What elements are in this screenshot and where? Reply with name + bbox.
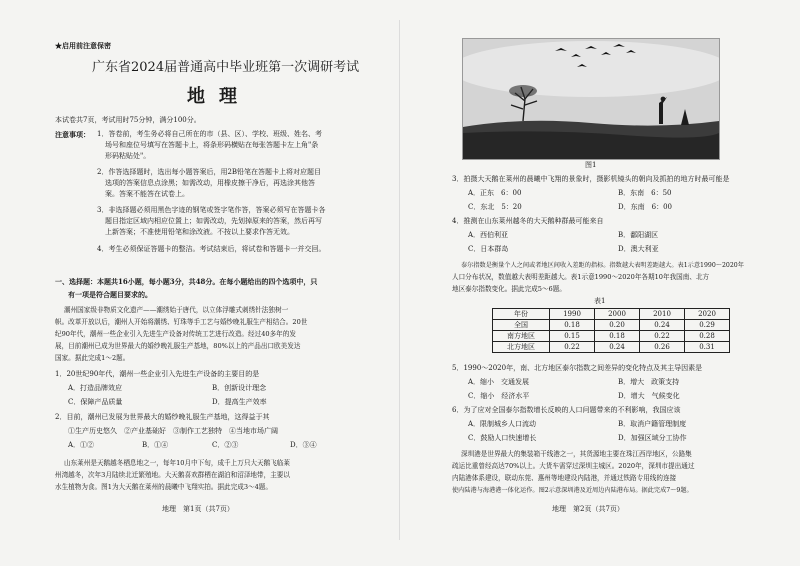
table-header-cell: 年份 — [493, 309, 550, 320]
option: D．③④ — [290, 441, 317, 449]
passage-line: 山东莱州是天鹅越冬栖息地之一，每年10月中下旬，成千上万只大天鹅飞临莱 — [64, 459, 290, 467]
option: B．增大 政策支持 — [618, 378, 680, 386]
table-cell: 0.22 — [550, 342, 595, 353]
notice-label: 注意事项： — [55, 130, 90, 139]
notice-line: 4．考生必须保证答题卡的整洁。考试结束后，将试卷和答题卡一并交回。 — [97, 245, 326, 253]
table-cell: 0.29 — [685, 320, 730, 331]
question-6: 6．为了应对全国泰尔指数增长反映的人口问题带来的不利影响，我国应该 — [452, 406, 681, 414]
option: C．保障产品质量 — [68, 398, 123, 406]
notice-line: 场号和座位号填写在答题卡上，将条形码横贴在每张答题卡左上角"条 — [105, 141, 319, 149]
passage-line: 州湾越冬，次年3月陆续北迁繁殖地。大天鹅喜欢群栖在湖泊和沼泽地带，主要以 — [55, 471, 290, 479]
passage-line: 使内陆港与海港港一体化运作。图2示意深圳港及近周边内陆港布局。据此完成7～9题。 — [452, 487, 693, 494]
option: A．打造品牌效应 — [68, 384, 123, 392]
table-cell: 0.18 — [595, 331, 640, 342]
table-title: 表1 — [594, 297, 606, 305]
option: C．鼓励人口快速增长 — [468, 434, 537, 442]
notice-line: 上新答案；不准使用铅笔和涂改液。不按以上要求作答无效。 — [105, 228, 294, 236]
passage-line: 帜。改革开放以后，潮州人开始将潮绣、钉珠等手工艺与婚纱晚礼服生产相结合。20世 — [55, 318, 308, 326]
passage-line: 深圳港是世界最大的集装箱干线港之一，其货源地主要在珠江西岸地区，公路集 — [461, 450, 692, 458]
table-cell: 全国 — [493, 320, 550, 331]
table-cell: 南方地区 — [493, 331, 550, 342]
option: D．加强区域分工协作 — [618, 434, 687, 442]
notice-line: 3．非选择题必须用黑色字迹的钢笔或签字笔作答，答案必须写在答题卡各 — [97, 206, 326, 214]
notice-line: 选项的答案信息点涂黑；如需改动，用橡皮擦干净后，再选涂其他答 — [105, 179, 315, 187]
section-heading-cont: 有一项是符合题目要求的。 — [68, 290, 152, 299]
passage-line: 潮州国家级非物质文化遗产——潮绣始于唐代，以立体浮雕式刺绣针法独树一 — [64, 306, 289, 314]
option: A．缩小 交通发展 — [468, 378, 530, 386]
table-header-cell: 1990 — [550, 309, 595, 320]
subject-title: 地理 — [187, 86, 251, 107]
swan-photo-graphic — [463, 39, 719, 159]
passage-line: 国家。据此完成1～2题。 — [55, 354, 130, 362]
option: D．增大 气候变化 — [618, 392, 680, 400]
page-divider — [399, 20, 400, 540]
swan-photo — [462, 38, 720, 160]
question-5: 5．1990～2020年，南、北方地区泰尔指数之间差异的变化特点及其主导因素是 — [452, 364, 703, 372]
option: A．正东 6：00 — [468, 189, 522, 197]
option: C．②③ — [212, 441, 239, 449]
table-cell: 北方地区 — [493, 342, 550, 353]
question-4: 4．推测在山东莱州越冬的大天鹅种群最可能来自 — [452, 217, 604, 225]
secret-label: ★启用前注意保密 — [55, 41, 111, 50]
option: B．创新设计理念 — [212, 384, 267, 392]
question-3: 3．拍摄大天鹅在莱州的晨曦中飞翔的景象时，摄影机镜头的朝向及抓拍的地方时最可能是 — [452, 175, 730, 183]
page-footer: 地理 第2页（共7页） — [552, 505, 624, 513]
figure-caption: 图1 — [585, 161, 597, 169]
table-cell: 0.20 — [595, 320, 640, 331]
table-cell: 0.28 — [685, 331, 730, 342]
passage-line: 泰尔指数是衡量个人之间或者地区间收入差距的指标。指数越大表明差距越大。表1示意1990～2020年 — [461, 262, 744, 269]
option: D．澳大利亚 — [618, 245, 659, 253]
question-1: 1．20世纪90年代，潮州一些企业引入先进生产设备的主要目的是 — [55, 370, 260, 378]
data-table — [492, 308, 730, 353]
exam-title: 广东省2024届普通高中毕业班第一次调研考试 — [92, 60, 360, 75]
notice-line: 1．答卷前，考生务必将自己所在的市（县、区）、学校、班级、姓名、考 — [97, 130, 322, 138]
option: B．鄱阳湖区 — [618, 231, 659, 239]
option: B．东南 6：50 — [618, 189, 672, 197]
question-2-items: ①生产历史悠久 ②产业基础好 ③制作工艺独特 ④当地市场广阔 — [68, 427, 278, 435]
section-heading: 一、选择题：本题共16小题，每小题3分，共48分。在每小题给出的四个选项中，只 — [55, 277, 318, 286]
table-row — [493, 320, 730, 331]
option: C．缩小 经济水平 — [468, 392, 530, 400]
passage-line: 纪90年代，潮州一些企业引入先进生产设备对传统工艺进行改造。经过40多年的发 — [55, 330, 296, 338]
table-cell: 0.31 — [685, 342, 730, 353]
option: D．东南 6：00 — [618, 203, 672, 211]
table-header-row — [493, 309, 730, 320]
option: A．西伯利亚 — [468, 231, 509, 239]
option: C．东北 5：20 — [468, 203, 522, 211]
table-cell: 0.24 — [595, 342, 640, 353]
table-header-cell: 2020 — [685, 309, 730, 320]
table-cell: 0.24 — [640, 320, 685, 331]
table-row — [493, 342, 730, 353]
table-cell: 0.15 — [550, 331, 595, 342]
passage-line: 地区泰尔指数变化。据此完成5～6题。 — [452, 285, 566, 293]
table-row — [493, 331, 730, 342]
option: D．提高生产效率 — [212, 398, 267, 406]
option: A．①② — [68, 441, 95, 449]
table-cell: 0.26 — [640, 342, 685, 353]
option: A．限制城乡人口流动 — [468, 420, 537, 428]
table-header-cell: 2000 — [595, 309, 640, 320]
table-header-cell: 2010 — [640, 309, 685, 320]
option: B．取消户籍管理制度 — [618, 420, 687, 428]
option: B．①④ — [142, 441, 169, 449]
option: C．日本群岛 — [468, 245, 509, 253]
passage-line: 人口分布状况，数值越大表明差距越大。表1示意1990～2020年各期10年我国南、北方 — [452, 273, 710, 281]
table-cell: 0.18 — [550, 320, 595, 331]
question-2: 2．目前，潮州已发展为世界最大的婚纱晚礼服生产基地，这得益于其 — [55, 413, 270, 421]
notice-line: 案。答案不能答在试卷上。 — [105, 190, 189, 198]
notice-line: 题目指定区域内相应位置上；如需改动，先划掉原来的答案，然后再写 — [105, 217, 322, 225]
notice-line: 形码粘贴处"。 — [105, 152, 151, 160]
passage-line: 内陆港体系建设，联动东莞、惠州等地建设内陆港，并通过铁路专用线的连接 — [452, 474, 677, 482]
notice-line: 2．作答选择题时，选出每小题答案后，用2B铅笔在答题卡上将对应题目 — [97, 168, 322, 176]
page-footer: 地理 第1页（共7页） — [162, 505, 234, 513]
exam-intro: 本试卷共7页，考试用时75分钟，满分100分。 — [55, 116, 201, 124]
passage-line: 疏运比重曾经高达70%以上。大货车需穿过深圳主城区。2020年，深圳市提出通过 — [452, 462, 695, 470]
table-cell: 0.22 — [640, 331, 685, 342]
passage-line: 水生植物为食。图1为大天鹅在莱州的晨曦中飞翔实拍。据此完成3～4题。 — [55, 483, 272, 491]
passage-line: 展，目前潮州已成为世界最大的婚纱晚礼服生产基地，80%以上的产品出口欧美发达 — [55, 342, 301, 350]
